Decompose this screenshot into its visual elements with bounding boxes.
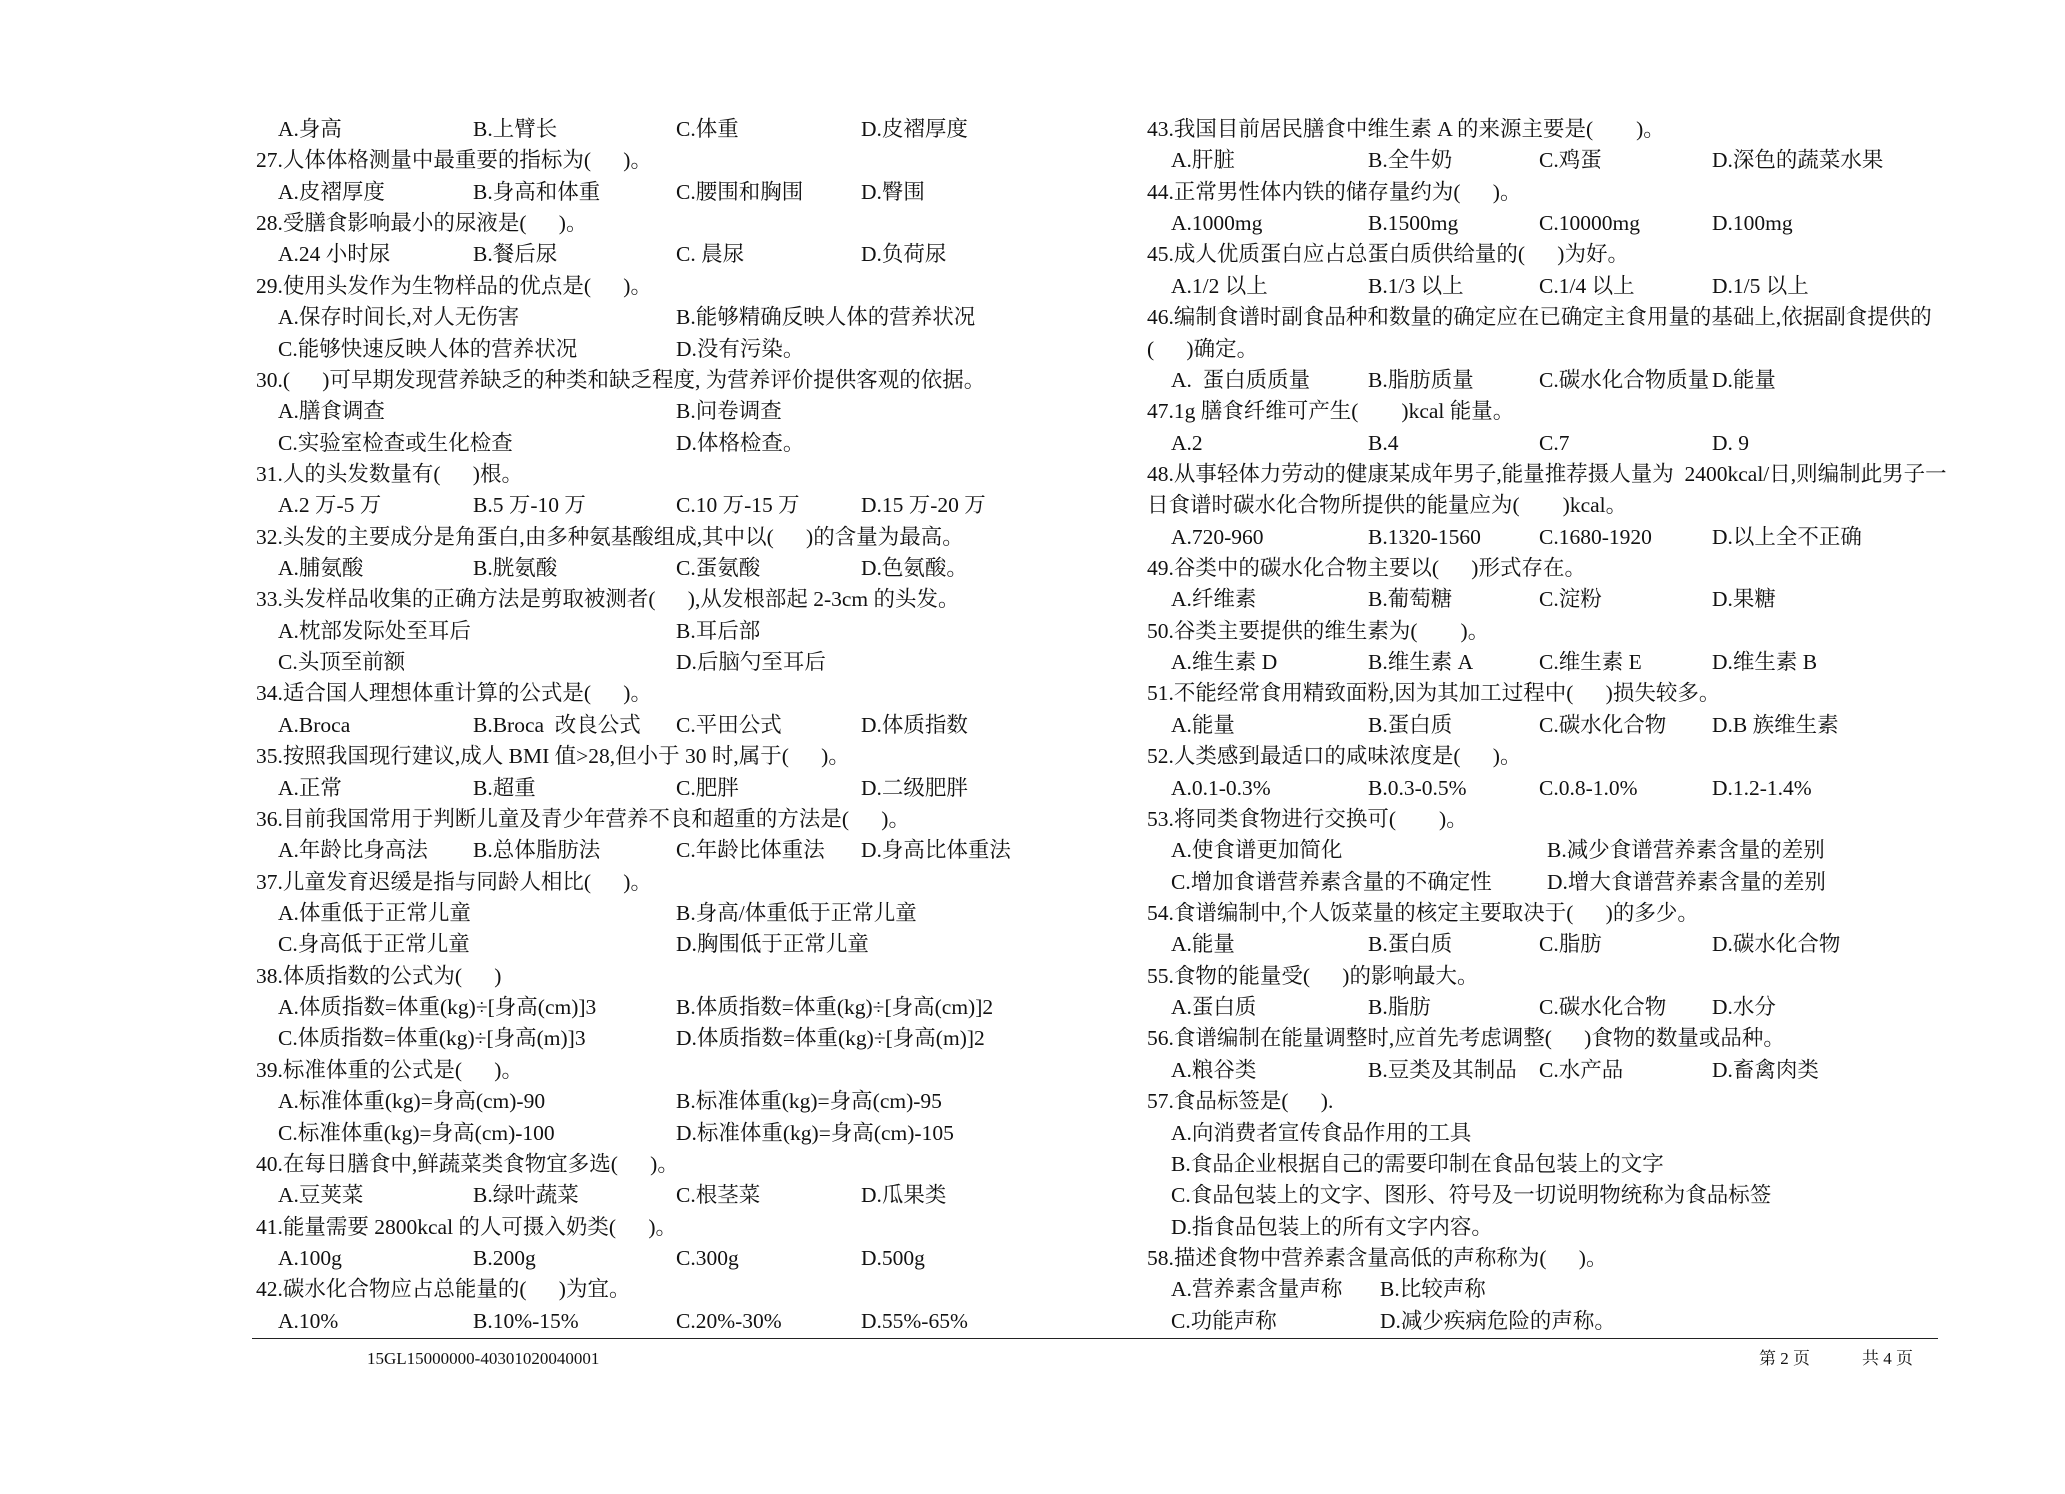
question-37-option-b: B.身高/体重低于正常儿童 <box>676 900 917 925</box>
question-57-option-c: C.食品包装上的文字、图形、符号及一切说明物统称为食品标签 <box>1171 1183 1772 1208</box>
question-26-option-c: C.体重 <box>676 117 739 141</box>
question-54-options-row <box>0 929 2065 960</box>
question-46-option-c: C.碳水化合物质量 <box>1539 367 1710 392</box>
question-32-option-c: C.蛋氨酸 <box>676 556 761 581</box>
question-50-stem: 50.谷类主要提供的维生素为( )。 <box>1147 618 1490 643</box>
question-42-option-a: A.10% <box>278 1308 339 1333</box>
question-55-stem: 55.食物的能量受( )的影响最大。 <box>1147 963 1479 988</box>
question-53-option-c: C.增加食谱营养素含量的不确定性 <box>1171 869 1492 894</box>
question-46-option-a: A. 蛋白质质量 <box>1171 367 1311 392</box>
question-44-option-b: B.1500mg <box>1368 211 1459 236</box>
footer-divider <box>252 1338 1938 1339</box>
question-49-option-b: B.葡萄糖 <box>1368 587 1453 612</box>
question-52-option-d: D.1.2-1.4% <box>1712 775 1812 800</box>
question-26-option-d: D.皮褶厚度 <box>861 117 968 141</box>
question-50-option-d: D.维生素 B <box>1712 650 1818 675</box>
question-34-option-b: B.Broca 改良公式 <box>473 712 641 737</box>
question-26-option-a: A.身高 <box>278 117 342 141</box>
question-34-option-c: C.平田公式 <box>676 712 782 737</box>
question-56-option-a: A.粮谷类 <box>1171 1057 1257 1082</box>
question-51-option-a: A.能量 <box>1171 712 1235 737</box>
question-29-option-c: C.能够快速反映人体的营养状况 <box>278 336 578 361</box>
question-46-option-d: D.能量 <box>1712 367 1776 392</box>
question-45-option-b: B.1/3 以上 <box>1368 273 1464 298</box>
question-45-option-c: C.1/4 以上 <box>1539 273 1635 298</box>
question-38-option-b: B.体质指数=体重(kg)÷[身高(cm)]2 <box>676 995 994 1020</box>
question-48-stem-continued: 日食谱时碳水化合物所提供的能量应为( )kcal。 <box>1147 493 1628 518</box>
question-37-option-a: A.体重低于正常儿童 <box>278 900 471 925</box>
question-39-option-a: A.标准体重(kg)=身高(cm)-90 <box>278 1089 546 1114</box>
question-56-option-c: C.水产品 <box>1539 1057 1624 1082</box>
question-38-option-d: D.体质指数=体重(kg)÷[身高(m)]2 <box>676 1026 985 1051</box>
question-40-stem: 40.在每日膳食中,鲜蔬菜类食物宜多选( )。 <box>256 1151 679 1176</box>
question-48-option-c: C.1680-1920 <box>1539 524 1652 549</box>
question-39-option-d: D.标准体重(kg)=身高(cm)-105 <box>676 1120 954 1145</box>
question-56-options-row <box>0 1055 2065 1086</box>
question-32-option-a: A.脯氨酸 <box>278 556 364 581</box>
question-46-stem-continued: ( )确定。 <box>1147 336 1259 361</box>
question-40-option-d: D.瓜果类 <box>861 1183 947 1208</box>
question-34-option-a: A.Broca <box>278 712 351 737</box>
question-29-option-a: A.保存时间长,对人无伤害 <box>278 305 520 330</box>
question-45-option-a: A.1/2 以上 <box>1171 273 1268 298</box>
question-37-stem: 37.儿童发育迟缓是指与同龄人相比( )。 <box>256 869 652 894</box>
question-41-option-c: C.300g <box>676 1245 739 1270</box>
footer-page-number: 第 2 页 <box>1759 1349 1810 1368</box>
question-51-option-c: C.碳水化合物 <box>1539 712 1667 737</box>
question-31-option-a: A.2 万-5 万 <box>278 493 382 518</box>
question-45-options-row <box>0 271 2065 302</box>
question-36-option-a: A.年龄比身高法 <box>278 838 428 863</box>
question-53-options-row-2 <box>0 867 2065 898</box>
question-32-option-b: B.胱氨酸 <box>473 556 558 581</box>
question-58-option-a: A.营养素含量声称 <box>1171 1277 1343 1302</box>
question-29-stem: 29.使用头发作为生物样品的优点是( )。 <box>256 273 652 298</box>
question-40-option-b: B.绿叶蔬菜 <box>473 1183 579 1208</box>
question-48-options-row <box>0 522 2065 553</box>
question-49-options-row <box>0 584 2065 615</box>
question-27-option-d: D.臀围 <box>861 179 925 204</box>
question-50-option-b: B.维生素 A <box>1368 650 1474 675</box>
question-30-option-a: A.膳食调查 <box>278 399 385 424</box>
question-30-option-b: B.问卷调查 <box>676 399 782 424</box>
question-42-stem: 42.碳水化合物应占总能量的( )为宜。 <box>256 1277 631 1302</box>
question-29-option-b: B.能够精确反映人体的营养状况 <box>676 305 976 330</box>
question-58-options-row-1 <box>0 1274 2065 1305</box>
question-56-option-d: D.畜禽肉类 <box>1712 1057 1819 1082</box>
question-45-option-d: D.1/5 以上 <box>1712 273 1809 298</box>
question-35-option-d: D.二级肥胖 <box>861 775 968 800</box>
question-33-option-d: D.后脑勺至耳后 <box>676 650 826 675</box>
question-38-option-c: C.体质指数=体重(kg)÷[身高(m)]3 <box>278 1026 586 1051</box>
question-33-stem: 33.头发样品收集的正确方法是剪取被测者( ),从发根部起 2-3cm 的头发。 <box>256 587 960 612</box>
question-34-option-d: D.体质指数 <box>861 712 968 737</box>
question-53-option-d: D.增大食谱营养素含量的差别 <box>1547 869 1826 894</box>
question-42-option-c: C.20%-30% <box>676 1308 782 1333</box>
question-55-option-d: D.水分 <box>1712 995 1776 1020</box>
question-53-options-row-1 <box>0 835 2065 866</box>
question-55-options-row <box>0 992 2065 1023</box>
question-27-stem: 27.人体体格测量中最重要的指标为( )。 <box>256 148 652 173</box>
question-47-option-b: B.4 <box>1368 430 1399 455</box>
question-34-stem: 34.适合国人理想体重计算的公式是( )。 <box>256 681 652 706</box>
question-27-option-b: B.身高和体重 <box>473 179 601 204</box>
question-31-stem: 31.人的头发数量有( )根。 <box>256 461 523 486</box>
question-52-options-row <box>0 773 2065 804</box>
question-31-option-b: B.5 万-10 万 <box>473 493 586 518</box>
question-52-option-a: A.0.1-0.3% <box>1171 775 1271 800</box>
question-41-stem: 41.能量需要 2800kcal 的人可摄入奶类( )。 <box>256 1214 678 1239</box>
question-30-option-c: C.实验室检查或生化检查 <box>278 430 513 455</box>
question-55-option-b: B.脂肪 <box>1368 995 1431 1020</box>
question-46-stem: 46.编制食谱时副食品种和数量的确定应在已确定主食用量的基础上,依据副食提供的 <box>1147 305 1932 330</box>
question-43-option-b: B.全牛奶 <box>1368 148 1453 173</box>
question-48-option-d: D.以上全不正确 <box>1712 524 1862 549</box>
question-51-options-row <box>0 710 2065 741</box>
question-43-option-c: C.鸡蛋 <box>1539 148 1602 173</box>
question-44-options-row <box>0 208 2065 239</box>
question-36-option-d: D.身高比体重法 <box>861 838 1011 863</box>
right-column <box>0 114 2065 1337</box>
question-40-option-a: A.豆荚菜 <box>278 1183 364 1208</box>
question-32-stem: 32.头发的主要成分是角蛋白,由多种氨基酸组成,其中以( )的含量为最高。 <box>256 524 964 549</box>
question-26-option-b: B.上臂长 <box>473 117 558 141</box>
question-53-stem: 53.将同类食物进行交换可( )。 <box>1147 806 1468 831</box>
question-27-option-a: A.皮褶厚度 <box>278 179 385 204</box>
question-44-option-a: A.1000mg <box>1171 211 1263 236</box>
question-42-option-b: B.10%-15% <box>473 1308 579 1333</box>
question-40-option-c: C.根茎菜 <box>676 1183 761 1208</box>
question-36-option-b: B.总体脂肪法 <box>473 838 601 863</box>
question-28-option-c: C. 晨尿 <box>676 242 745 267</box>
question-55-option-c: C.碳水化合物 <box>1539 995 1667 1020</box>
question-39-option-b: B.标准体重(kg)=身高(cm)-95 <box>676 1089 942 1114</box>
question-41-option-d: D.500g <box>861 1245 925 1270</box>
question-37-option-c: C.身高低于正常儿童 <box>278 932 470 957</box>
question-37-option-d: D.胸围低于正常儿童 <box>676 932 869 957</box>
question-58-option-d: D.减少疾病危险的声称。 <box>1380 1308 1616 1333</box>
question-50-option-a: A.维生素 D <box>1171 650 1278 675</box>
question-36-stem: 36.目前我国常用于判断儿童及青少年营养不良和超重的方法是( )。 <box>256 806 910 831</box>
question-35-stem: 35.按照我国现行建议,成人 BMI 值>28,但小于 30 时,属于( )。 <box>256 744 850 769</box>
question-36-option-c: C.年龄比体重法 <box>676 838 825 863</box>
question-58-stem: 58.描述食物中营养素含量高低的声称称为( )。 <box>1147 1245 1608 1270</box>
question-35-option-c: C.肥胖 <box>676 775 739 800</box>
question-57-option-d: D.指食品包装上的所有文字内容。 <box>1171 1214 1493 1239</box>
question-57-option-b: B.食品企业根据自己的需要印制在食品包装上的文字 <box>1171 1151 1664 1176</box>
question-35-option-b: B.超重 <box>473 775 536 800</box>
question-57-option-d-row <box>0 1212 2065 1243</box>
question-49-option-d: D.果糖 <box>1712 587 1776 612</box>
question-55-option-a: A.蛋白质 <box>1171 995 1257 1020</box>
question-31-option-c: C.10 万-15 万 <box>676 493 800 518</box>
question-49-stem: 49.谷类中的碳水化合物主要以( )形式存在。 <box>1147 556 1586 581</box>
question-47-option-a: A.2 <box>1171 430 1203 455</box>
question-53-option-b: B.减少食谱营养素含量的差别 <box>1547 838 1825 863</box>
question-54-option-b: B.蛋白质 <box>1368 932 1453 957</box>
question-57-option-a: A.向消费者宣传食品作用的工具 <box>1171 1120 1472 1145</box>
question-32-option-d: D.色氨酸。 <box>861 556 968 581</box>
question-44-option-d: D.100mg <box>1712 211 1793 236</box>
question-41-option-a: A.100g <box>278 1245 342 1270</box>
question-30-option-d: D.体格检查。 <box>676 430 805 455</box>
question-28-stem: 28.受膳食影响最小的尿液是( )。 <box>256 211 588 236</box>
question-51-option-d: D.B 族维生素 <box>1712 712 1839 737</box>
question-28-option-d: D.负荷尿 <box>861 242 947 267</box>
question-47-option-d: D. 9 <box>1712 430 1750 455</box>
question-52-option-c: C.0.8-1.0% <box>1539 775 1638 800</box>
question-54-option-a: A.能量 <box>1171 932 1235 957</box>
question-54-option-d: D.碳水化合物 <box>1712 932 1841 957</box>
question-51-option-b: B.蛋白质 <box>1368 712 1453 737</box>
question-57-option-b-row <box>0 1149 2065 1180</box>
question-33-option-a: A.枕部发际处至耳后 <box>278 618 471 643</box>
question-58-option-b: B.比较声称 <box>1380 1277 1486 1302</box>
question-42-option-d: D.55%-65% <box>861 1308 968 1333</box>
question-56-stem: 56.食谱编制在能量调整时,应首先考虑调整( )食物的数量或品种。 <box>1147 1026 1785 1051</box>
question-33-option-c: C.头顶至前额 <box>278 650 406 675</box>
question-48-stem: 48.从事轻体力劳动的健康某成年男子,能量推荐摄人量为 2400kcal/日,则编制此男子一 <box>1147 461 1947 486</box>
question-54-option-c: C.脂肪 <box>1539 932 1602 957</box>
question-58-option-c: C.功能声称 <box>1171 1308 1277 1333</box>
question-50-options-row <box>0 647 2065 678</box>
question-57-option-c-row <box>0 1180 2065 1211</box>
question-47-stem: 47.1g 膳食纤维可产生( )kcal 能量。 <box>1147 399 1515 424</box>
question-56-option-b: B.豆类及其制品 <box>1368 1057 1517 1082</box>
footer-document-code: 15GL15000000-40301020040001 <box>367 1349 600 1368</box>
question-28-option-b: B.餐后尿 <box>473 242 558 267</box>
question-43-options-row <box>0 145 2065 176</box>
question-45-stem: 45.成人优质蛋白应占总蛋白质供给量的( )为好。 <box>1147 242 1629 267</box>
question-39-option-c: C.标准体重(kg)=身高(cm)-100 <box>278 1120 555 1145</box>
question-52-option-b: B.0.3-0.5% <box>1368 775 1467 800</box>
question-48-option-b: B.1320-1560 <box>1368 524 1481 549</box>
question-30-stem: 30.( )可早期发现营养缺乏的种类和缺乏程度, 为营养评价提供客观的依据。 <box>256 367 986 392</box>
question-51-stem: 51.不能经常食用精致面粉,因为其加工过程中( )损失较多。 <box>1147 681 1721 706</box>
question-52-stem: 52.人类感到最适口的咸味浓度是( )。 <box>1147 744 1522 769</box>
question-54-stem: 54.食谱编制中,个人饭菜量的核定主要取决于( )的多少。 <box>1147 900 1699 925</box>
question-47-options-row <box>0 428 2065 459</box>
question-49-option-c: C.淀粉 <box>1539 587 1602 612</box>
question-43-stem: 43.我国目前居民膳食中维生素 A 的来源主要是( )。 <box>1147 117 1665 141</box>
question-57-option-a-row <box>0 1118 2065 1149</box>
question-38-option-a: A.体质指数=体重(kg)÷[身高(cm)]3 <box>278 995 597 1020</box>
question-50-option-c: C.维生素 E <box>1539 650 1642 675</box>
question-46-option-b: B.脂肪质量 <box>1368 367 1474 392</box>
question-43-option-d: D.深色的蔬菜水果 <box>1712 148 1884 173</box>
question-49-option-a: A.纤维素 <box>1171 587 1257 612</box>
question-48-option-a: A.720-960 <box>1171 524 1264 549</box>
question-33-option-b: B.耳后部 <box>676 618 761 643</box>
question-44-option-c: C.10000mg <box>1539 211 1640 236</box>
question-31-option-d: D.15 万-20 万 <box>861 493 986 518</box>
question-27-option-c: C.腰围和胸围 <box>676 179 804 204</box>
question-39-stem: 39.标准体重的公式是( )。 <box>256 1057 523 1082</box>
question-35-option-a: A.正常 <box>278 775 342 800</box>
question-53-option-a: A.使食谱更加简化 <box>1171 838 1343 863</box>
question-29-option-d: D.没有污染。 <box>676 336 805 361</box>
question-47-option-c: C.7 <box>1539 430 1570 455</box>
question-38-stem: 38.体质指数的公式为( ) <box>256 963 502 988</box>
question-46-options-row <box>0 365 2065 396</box>
question-44-stem: 44.正常男性体内铁的储存量约为( )。 <box>1147 179 1522 204</box>
question-43-option-a: A.肝脏 <box>1171 148 1235 173</box>
question-57-stem: 57.食品标签是( ). <box>1147 1089 1334 1114</box>
question-41-option-b: B.200g <box>473 1245 536 1270</box>
question-28-option-a: A.24 小时尿 <box>278 242 391 267</box>
question-58-options-row-2 <box>0 1306 2065 1337</box>
footer-page-total: 共 4 页 <box>1862 1349 1913 1368</box>
